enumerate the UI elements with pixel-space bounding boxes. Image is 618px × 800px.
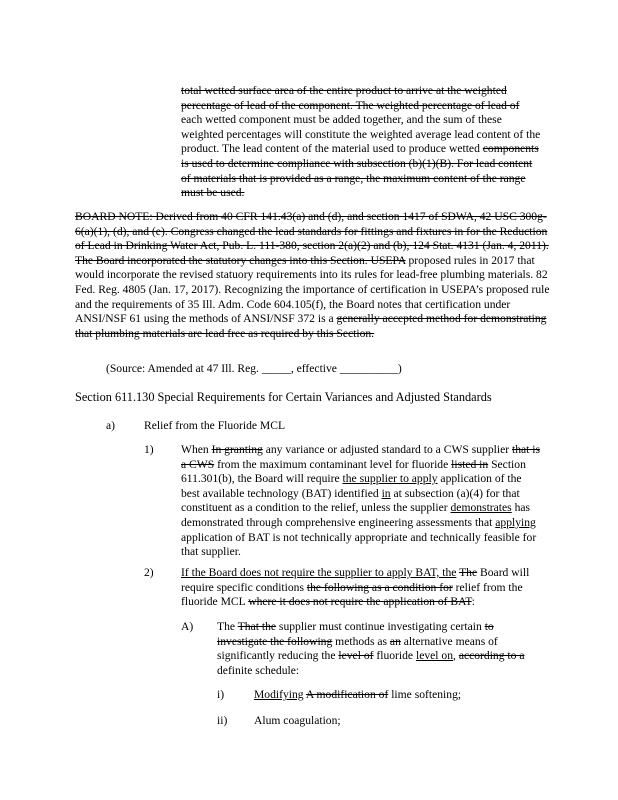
item-i-label: i)	[217, 688, 225, 701]
item-1-text	[181, 443, 543, 560]
struck-text: to investigate the following	[217, 620, 494, 648]
struck-text: That the	[237, 620, 277, 633]
item-text-run: application of the best available technology (BAT) identified	[181, 472, 522, 500]
inserted-text: Modifying	[254, 688, 304, 701]
item-text-run: Section 611.301(b), the Board will require	[181, 457, 526, 486]
inserted-text: If the Board does not require the supplier to apply BAT, the	[181, 566, 457, 579]
item-text-run: :	[471, 595, 475, 609]
item-text-run: Board will require specific conditions	[181, 566, 530, 594]
item-text-run: fluoride	[373, 649, 416, 663]
struck-text: In granting	[211, 443, 263, 456]
item-text-run: lime softening;	[388, 688, 462, 701]
item-A-label: A)	[181, 620, 194, 633]
section-heading: Section 611.130 Special Requirements for Certain Variances and Adjusted Standards	[75, 390, 492, 404]
inserted-text: in	[381, 486, 391, 500]
item-text-run: relief from the fluoride MCL	[181, 580, 523, 609]
item-text-run: methods as	[332, 634, 390, 648]
struck-text: according to a	[458, 649, 525, 663]
struck-text: listed in	[451, 457, 489, 471]
struck-text: where it does not require the application of BAT	[248, 595, 472, 609]
paragraph-text: each wetted component must be added together, and the sum of these weighted percentages will constitute the weighted average lead content of the product. The lead content of the material used to produce wetted	[181, 113, 541, 156]
item-text-run: ,	[453, 649, 459, 663]
item-text-run: When	[181, 443, 212, 456]
inserted-text: level on	[415, 649, 454, 663]
inserted-text: demonstrates	[450, 501, 512, 515]
board-note-text: proposed rules in 2017 that would incorporate the revised statuory requirements into its rules for lead-free plumbing materials. 82 Fed. Reg. 4805 (Jan. 17, 2017). Recognizing the importance of certification in USEPA’s proposed rule and the requirements of 35 Ill. Adm. Code 604.105(f), the Board notes that certification under ANSI/NSF 61 using the methods of ANSI/NSF 372 is a	[75, 253, 550, 326]
lead-content-paragraph	[181, 84, 541, 201]
struck-text: an	[389, 634, 401, 648]
source-note: (Source: Amended at 47 Ill. Reg. _____, effective __________)	[106, 362, 402, 375]
item-ii-label: ii)	[217, 714, 228, 727]
item-2-text	[181, 566, 543, 610]
item-2-label: 2)	[144, 566, 154, 579]
item-ii-text: Alum coagulation;	[254, 714, 341, 727]
struck-text: level of	[338, 649, 374, 663]
struck-text: that is a CWS	[181, 443, 541, 471]
item-text-run: at subsection (a)(4) for that constituent as a condition to the relief, unless the supplier	[181, 486, 520, 515]
item-1-label: 1)	[144, 443, 154, 456]
struck-text: generally accepted method for demonstrating that plumbing materials are lead free as required by this Section.	[75, 312, 547, 340]
subsection-a-title: Relief from the Fluoride MCL	[144, 419, 286, 432]
struck-text: components is used to determine compliance with subsection (b)(1)(B). For lead content of materials that is provided as a range, the maximum content of the range must be used.	[181, 142, 539, 200]
item-text-run: from the maximum contaminant level for fluoride	[214, 457, 452, 471]
item-i-text	[254, 688, 554, 703]
item-text-run: supplier must continue investigating certain	[276, 620, 485, 633]
item-text-run: definite schedule:	[217, 663, 300, 677]
item-text-run: application of BAT is not technically appropriate and technically feasible for that supplier.	[181, 530, 537, 559]
board-note	[75, 210, 551, 341]
subsection-a-label: a)	[106, 419, 116, 432]
struck-text: total wetted surface area of the entire product to arrive at the weighted percentage of lead of the component. The weighted percentage of lead of	[181, 84, 520, 112]
struck-text: A modification of	[305, 688, 389, 701]
inserted-text: applying	[495, 515, 536, 529]
item-text-run: alternative means of significantly reducing the	[217, 634, 498, 663]
item-text-run: any variance or adjusted standard to a CWS supplier	[262, 443, 512, 456]
item-text-run: has demonstrated through comprehensive engineering assessments that	[181, 501, 531, 529]
inserted-text: the supplier to apply	[342, 472, 438, 486]
item-A-text	[217, 620, 539, 678]
struck-text: The	[459, 566, 478, 579]
struck-text: the following as a condition for	[306, 580, 453, 594]
struck-text: BOARD NOTE: Derived from 40 CFR 141.43(a) and (d), and section 1417 of SDWA, 42 USC 300g-6(a)(1), (d), and (e). Congress changed the lead standards for fittings and fixtures in for the Reduction of Lead in Drinking Water Act, Pub. L. 111-380, section 2(a)(2) and (b), 124 Stat. 4131 (Jan. 4, 2011). The Board incorporated the statutory changes into this Section. USEPA	[75, 210, 549, 267]
item-text-run: The	[217, 620, 238, 633]
